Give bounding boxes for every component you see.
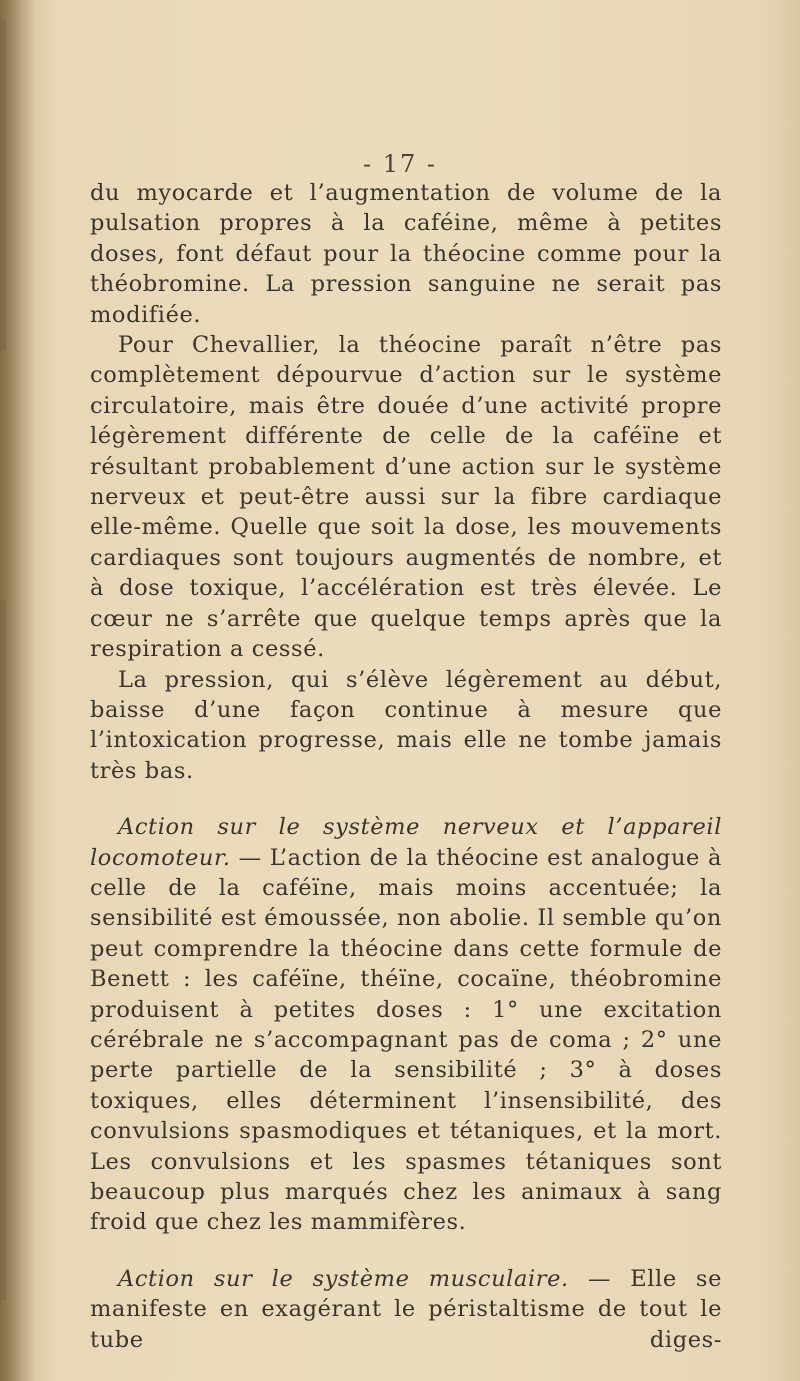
paragraph: La pression, qui s’élève légèrement au début, baisse d’une façon continue à mesure que l’intoxication progresse, mais elle ne tombe jamais très bas.: [90, 666, 722, 784]
section-heading: Action sur le système musculaire.: [118, 1265, 569, 1292]
section-body: — Elle se manifeste en exagérant le péristaltisme de tout le tube diges-: [90, 1265, 722, 1353]
page-number: - 17 -: [362, 150, 437, 178]
paragraph: du myocarde et l’augmentation de volume de la pulsation propres à la caféine, même à petites doses, font défaut pour la théocine comme pour la théobromine. La pression sanguine ne serait pas modifiée.: [90, 180, 722, 328]
section-heading: Action sur le système nerveux et l’appareil locomoteur.: [90, 814, 722, 871]
section-muscular-system: [90, 1264, 722, 1355]
section-body: — L’action de la théocine est analogue à celle de la caféïne, mais moins accentuée; la sensibilité est émoussée, non abolie. Il semble qu’on peut comprendre la théocine dans cette formule de Benett : les caféïne, théïne, cocaïne, théobromine produisent à petites doses : 1° une excitation cérébrale ne s’accompagnant pas de coma ; 2° une perte partielle de la sensibilité ; 3° à doses toxiques, elles déterminent l’insensibilité, des convulsions spasmodiques et tétaniques, et la mort. Les convulsions et les spasmes tétaniques sont beaucoup plus marqués chez les animaux à sang froid que chez les mammifères.: [90, 844, 722, 1236]
binding-mark: [0, 20, 6, 350]
paragraph: Pour Chevallier, la théocine paraît n’être pas complètement dépourvue d’action sur le système circulatoire, mais être douée d’une activité propre légèrement différente de celle de la caféïne et résultant probablement d’une action sur le système nerveux et peut-être aussi sur la fibre cardiaque elle-même. Quelle que soit la dose, les mouvements cardiaques sont toujours augmentés de nombre, et à dose toxique, l’accélération est très élevée. Le cœur ne s’arrête que quelque temps après que la respiration a cessé.: [90, 332, 722, 663]
body-text: [90, 178, 722, 1355]
binding-mark: [0, 600, 6, 1300]
section-nervous-system: [90, 812, 722, 1238]
